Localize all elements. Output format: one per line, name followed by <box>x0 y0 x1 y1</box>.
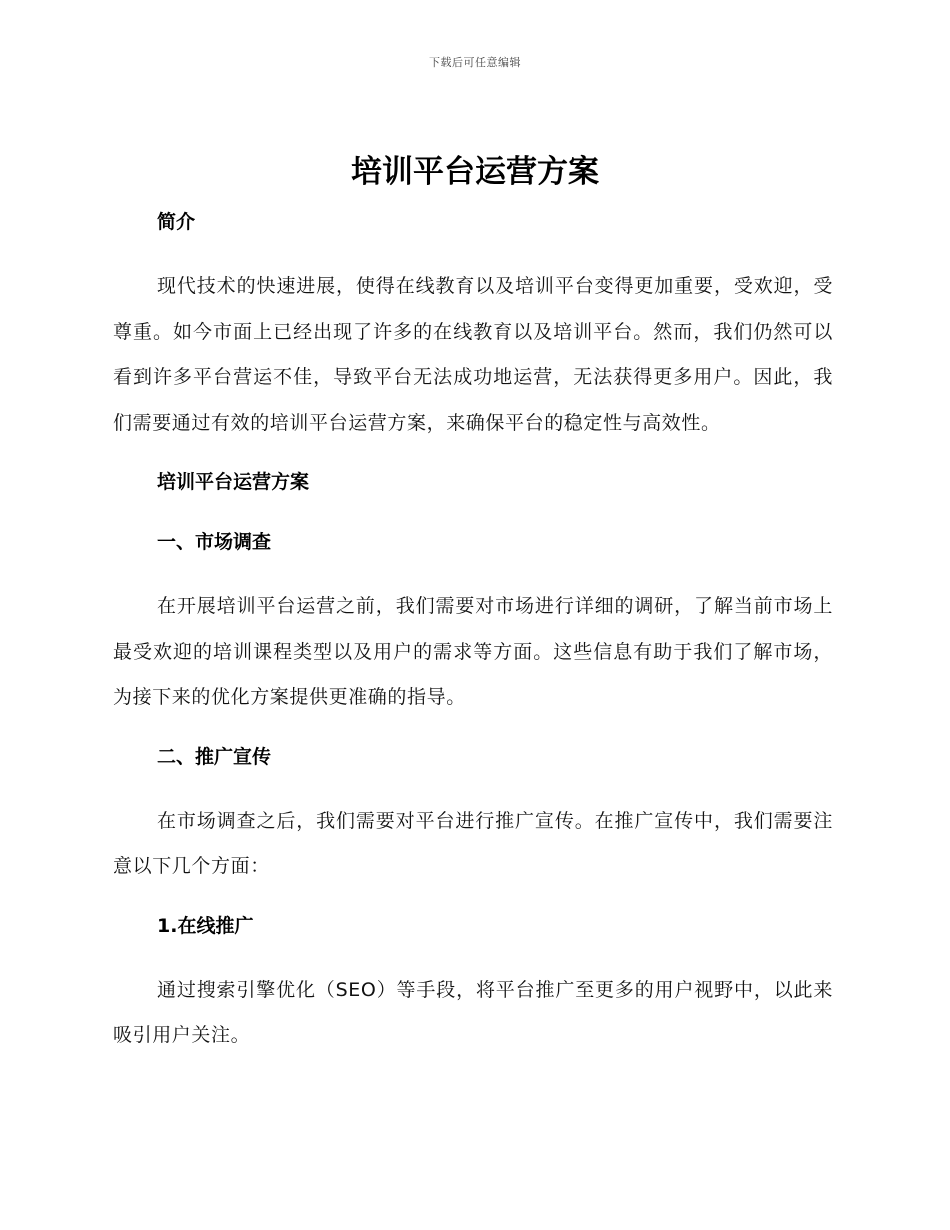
plan-heading: 培训平台运营方案 <box>157 471 310 493</box>
intro-heading: 简介 <box>157 211 196 233</box>
online-promotion-paragraph: 通过搜索引擎优化（SEO）等手段，将平台推广至更多的用户视野中，以此来吸引用户关注。 <box>113 978 833 1046</box>
header-note: 下载后可任意编辑 <box>429 56 521 69</box>
intro-paragraph: 现代技术的快速进展，使得在线教育以及培训平台变得更加重要，受欢迎，受尊重。如今市面上已经出现了许多的在线教育以及培训平台。然而，我们仍然可以看到许多平台营运不佳，导致平台无法成功地运营，无法获得更多用户。因此，我们需要通过有效的培训平台运营方案，来确保平台的稳定性与高效性。 <box>113 275 833 434</box>
promotion-paragraph: 在市场调查之后，我们需要对平台进行推广宣传。在推广宣传中，我们需要注意以下几个方面： <box>113 809 833 877</box>
promotion-heading: 二、推广宣传 <box>157 745 272 768</box>
document-title: 培训平台运营方案 <box>351 154 599 190</box>
market-research-heading: 一、市场调查 <box>157 531 272 553</box>
online-promotion-heading: 1.在线推广 <box>157 914 254 937</box>
market-research-paragraph: 在开展培训平台运营之前，我们需要对市场进行详细的调研，了解当前市场上最受欢迎的培训课程类型以及用户的需求等方面。这些信息有助于我们了解市场，为接下来的优化方案提供更准确的指导。 <box>113 595 833 708</box>
document-body <box>113 204 833 1059</box>
